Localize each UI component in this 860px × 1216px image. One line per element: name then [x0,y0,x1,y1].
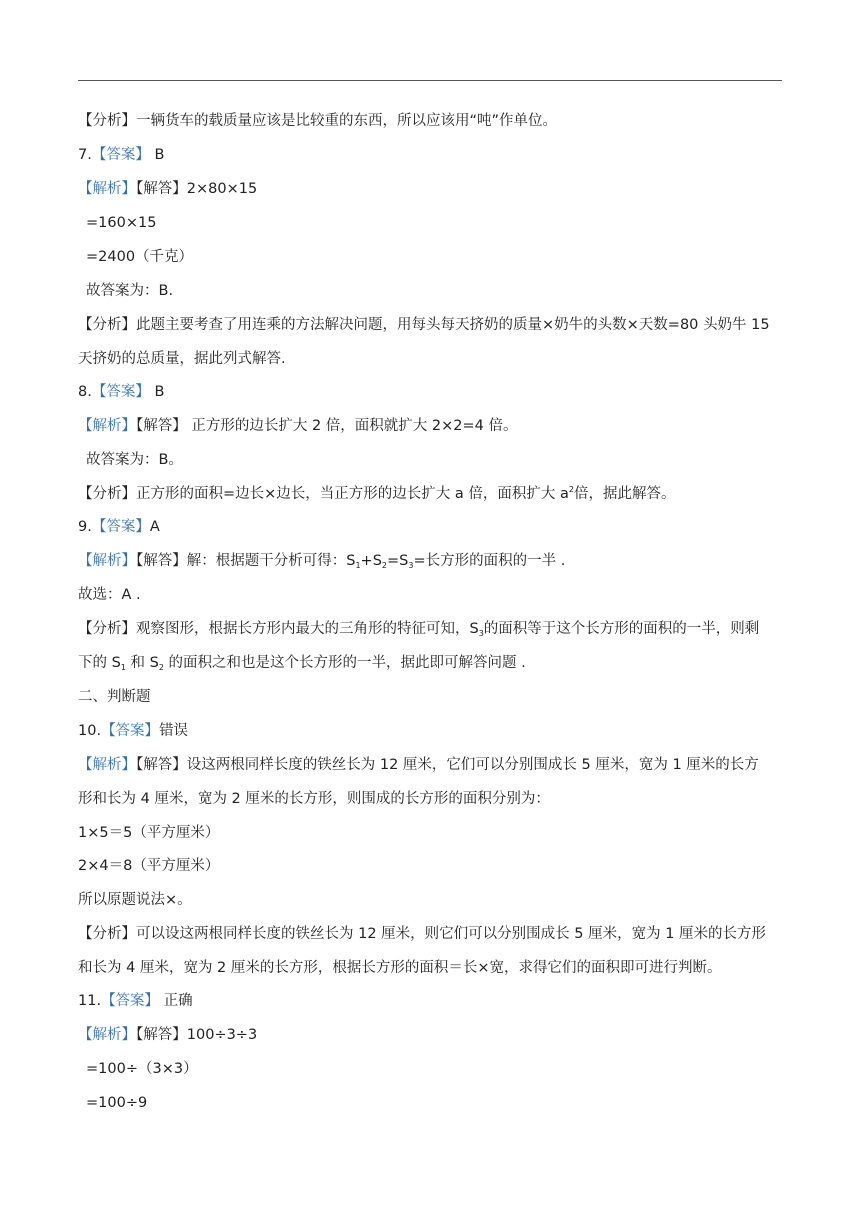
section-title: 二、判断题 [78,689,151,705]
q10-solution-3: 1×5＝5（平方厘米） [78,825,220,841]
q7-solution-1: 【解析】【解答】2×80×15 [78,181,258,197]
q7-remark-1: 【分析】此题主要考查了用连乘的方法解决问题，用每头每天挤奶的质量×奶牛的头数×天数=80 头奶牛 15 [78,317,770,333]
q11-solution-3: =100÷9 [86,1095,148,1111]
q10-solution-4: 2×4＝8（平方厘米） [78,858,220,874]
q9-remark-1: 【分析】观察图形，根据长方形内最大的三角形的特征可知，$S_3$的面积等于这个长方形的面积的一半，则剩 [78,621,760,638]
q10-solution-2: 形和长为 4 厘米，宽为 2 厘米的长方形，则围成的长方形的面积分别为： [78,791,550,807]
q7-solution-4: 故答案为：B. [86,283,174,299]
q10-solution-1: 【解析】【解答】设这两根同样长度的铁丝长为 12 厘米，它们可以分别围成长 5 厘米，宽为 1 厘米的长方 [78,757,759,773]
q7-solution-2: =160×15 [86,215,157,231]
q11-solution-2: =100÷（3×3） [86,1061,198,1077]
q8-remark: 【分析】正方形的面积=边长×边长，当正方形的边长扩大 a 倍，面积扩大 $a^2$倍，据此解答。 [78,485,676,502]
q9-solution-2: 故选：A . [78,587,141,603]
q9-remark-2: 下的 $S_1$ 和 $S_2$ 的面积之和也是这个长方形的一半，据此即可解答问题 . [78,655,526,672]
q7-remark-2: 天挤奶的总质量，据此列式解答. [78,351,286,367]
q8-answer: 8.【答案】 B [78,384,165,400]
q10-remark-1: 【分析】可以设这两根同样长度的铁丝长为 12 厘米，则它们可以分别围成长 5 厘米，宽为 1 厘米的长方形 [78,926,767,942]
q8-solution-2: 故答案为：B。 [86,452,183,468]
q9-solution-1: 【解析】【解答】解：根据题干分析可得：$S_1+S_2=S_3=$长方形的面积的一半 . [78,553,566,570]
q11-answer: 11.【答案】 正确 [78,993,193,1009]
q10-answer: 10.【答案】错误 [78,723,189,739]
q10-solution-5: 所以原题说法×。 [78,892,192,908]
q7-answer: 7.【答案】 B [78,147,165,163]
q8-solution-1: 【解析】【解答】 正方形的边长扩大 2 倍，面积就扩大 2×2=4 倍。 [78,418,518,434]
q9-answer: 9.【答案】A [78,519,160,535]
q11-solution-1: 【解析】【解答】100÷3÷3 [78,1027,258,1043]
header-rule [78,80,782,81]
q10-remark-2: 和长为 4 厘米，宽为 2 厘米的长方形，根据长方形的面积＝长×宽，求得它们的面积即可进行判断。 [78,960,722,976]
q6-remark: 【分析】一辆货车的载质量应该是比较重的东西，所以应该用“吨”作单位。 [78,113,558,129]
q7-solution-3: =2400（千克） [86,249,194,265]
